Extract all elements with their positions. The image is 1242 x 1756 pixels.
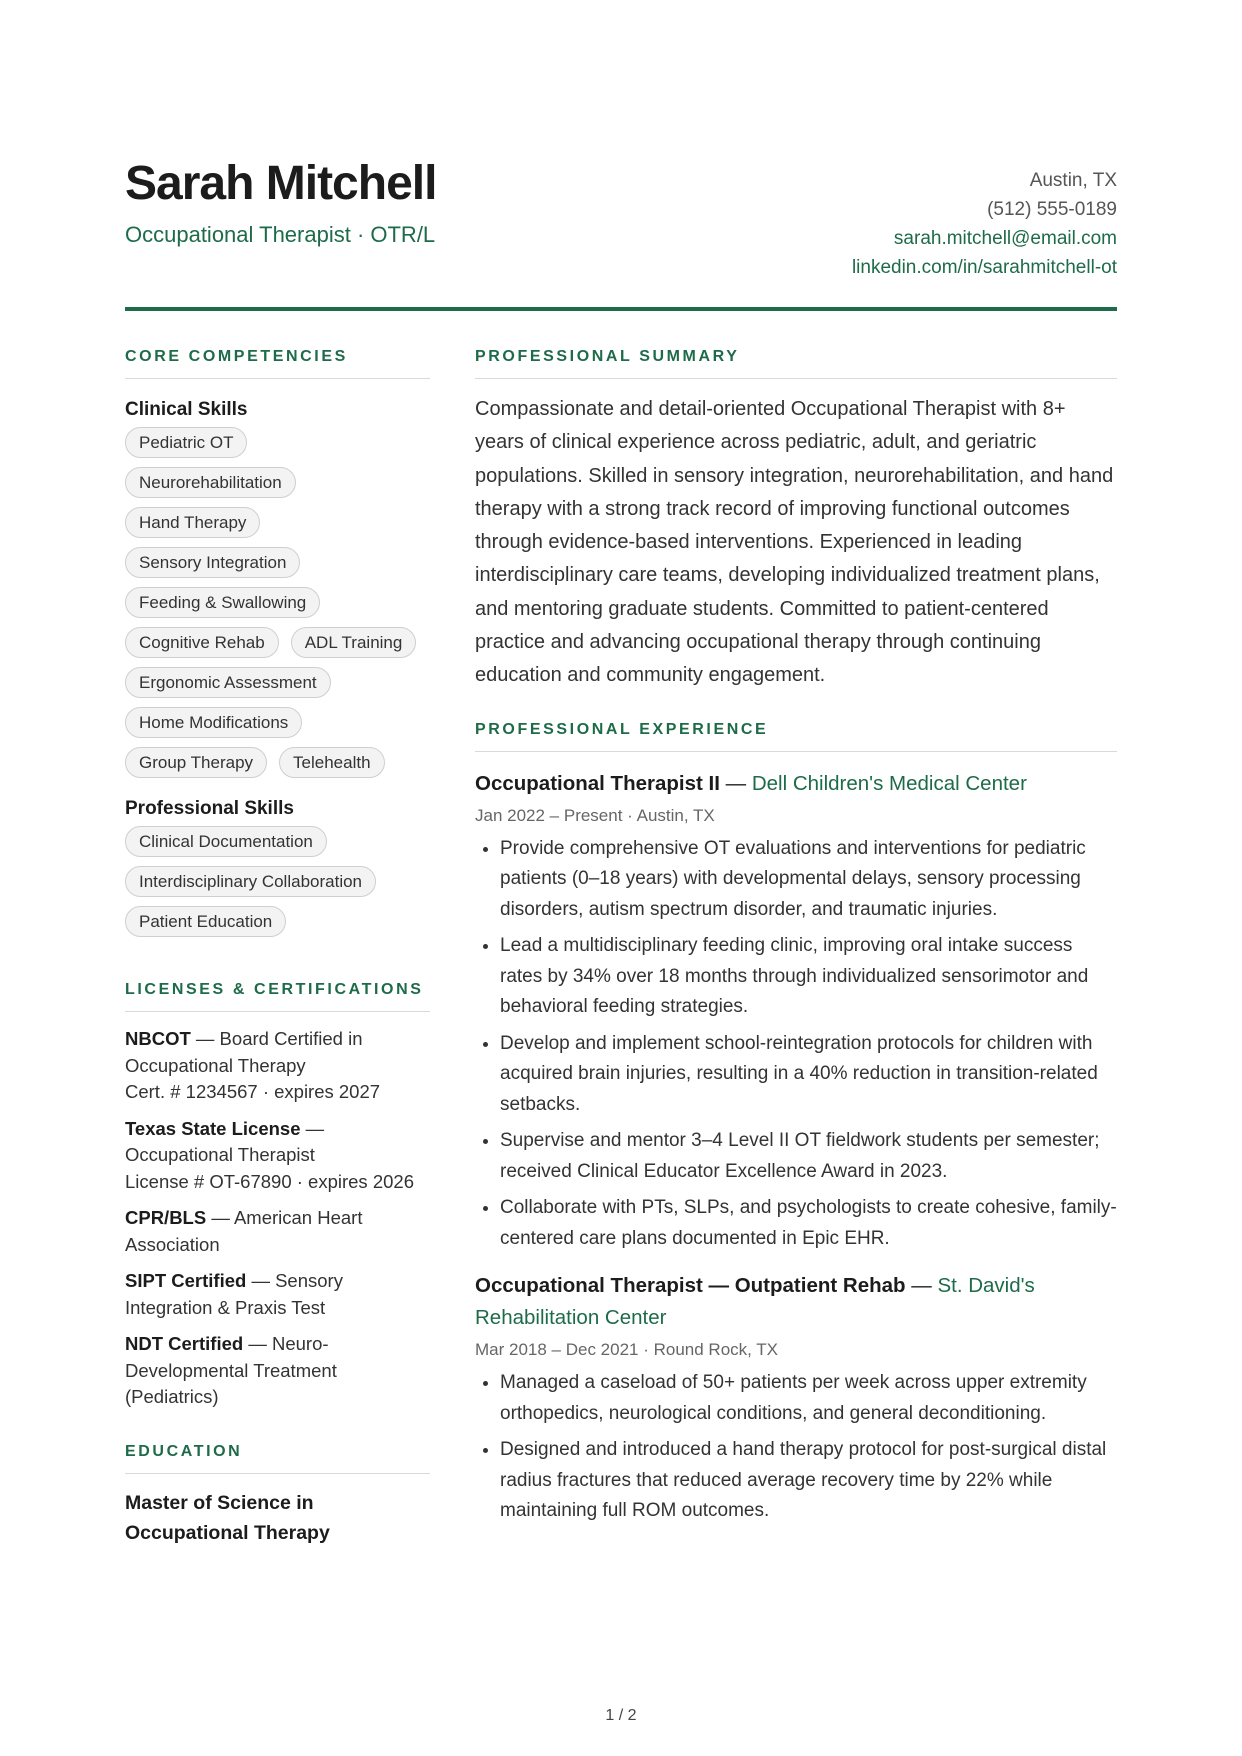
professional-skills-heading: Professional Skills	[125, 798, 294, 819]
contact-linkedin-link[interactable]: linkedin.com/in/sarahmitchell-ot	[851, 257, 1117, 278]
job-title	[475, 1270, 1117, 1334]
job-role: Occupational Therapist — Outpatient Rehab	[475, 1274, 906, 1298]
certification-detail: Cert. # 1234567 · expires 2027	[125, 1081, 381, 1102]
clinical-skills-heading: Clinical Skills	[125, 399, 248, 420]
certifications-list	[125, 1026, 430, 1411]
skill-tag: Cognitive Rehab	[125, 627, 279, 658]
professional-skills-list	[125, 826, 425, 937]
job-title	[475, 768, 1117, 800]
job-bullets	[475, 1368, 1117, 1527]
certification-name: NDT Certified	[125, 1333, 244, 1354]
job-bullet: • Designed and introduced a hand therapy protocol for post-surgical distal radius fractures that reduced average recovery time by 22% while maintaining full ROM outcomes.	[500, 1435, 1117, 1527]
left-column	[125, 348, 430, 1548]
certification-item	[125, 1331, 430, 1411]
certification-item	[125, 1205, 430, 1258]
certification-name: CPR/BLS	[125, 1207, 207, 1228]
certification-item	[125, 1116, 430, 1196]
certification-desc: — Board Certified in Occupational Therapy	[125, 1028, 363, 1076]
skill-tag: Sensory Integration	[125, 547, 300, 578]
certifications-heading: LICENSES & CERTIFICATIONS	[125, 981, 430, 1012]
certification-desc: — Occupational Therapist	[125, 1117, 325, 1165]
skill-tag: Feeding & Swallowing	[125, 587, 320, 618]
right-column	[475, 348, 1117, 1533]
job-entry	[475, 1270, 1117, 1527]
skill-tag: Hand Therapy	[125, 507, 260, 538]
clinical-skills-list	[125, 427, 425, 778]
summary-heading: PROFESSIONAL SUMMARY	[475, 348, 1117, 379]
education-heading: EDUCATION	[125, 1443, 430, 1474]
summary-text: Compassionate and detail-oriented Occupational Therapist with 8+ years of clinical experience across pediatric, adult, and geriatric populations. Skilled in sensory integration, neurorehabilitation, and hand therapy with a strong track record of improving functional outcomes through evidence-based interventions. Experienced in leading interdisciplinary care teams, developing individualized treatment plans, and mentoring graduate students. Committed to patient-centered practice and advancing occupational therapy through continuing education and community engagement.	[475, 398, 1114, 687]
job-role: Occupational Therapist II	[475, 771, 720, 795]
candidate-title: Occupational Therapist · OTR/L	[125, 222, 436, 247]
experience-list	[475, 768, 1117, 1527]
skill-tag: Home Modifications	[125, 707, 302, 738]
certification-name: Texas State License	[125, 1117, 301, 1139]
job-bullet: • Supervise and mentor 3–4 Level II OT fieldwork students per semester; received Clinical Educator Excellence Award in 2023.	[500, 1126, 1117, 1187]
contact-location: Austin, TX	[1029, 170, 1117, 191]
page-number: 1 / 2	[605, 1707, 637, 1724]
job-dates-location: Jan 2022 – Present · Austin, TX	[475, 805, 715, 825]
contact-block	[852, 166, 1117, 282]
job-bullet: • Collaborate with PTs, SLPs, and psychologists to create cohesive, family-centered care plans documented in Epic EHR.	[500, 1193, 1117, 1254]
skill-tag: Telehealth	[279, 747, 385, 778]
job-bullet: • Lead a multidisciplinary feeding clinic, improving oral intake success rates by 34% over 18 months through individualized sensorimotor and behavioral feeding strategies.	[500, 931, 1117, 1023]
certification-name: SIPT Certified	[125, 1270, 247, 1291]
job-bullet: • Managed a caseload of 50+ patients per week across upper extremity orthopedics, neurological conditions, and general deconditioning.	[500, 1368, 1117, 1429]
experience-heading: PROFESSIONAL EXPERIENCE	[475, 721, 1117, 752]
skill-tag: ADL Training	[291, 627, 417, 658]
certification-item	[125, 1268, 430, 1321]
job-bullet: • Develop and implement school-reintegration protocols for children with acquired brain injuries, resulting in a 40% reduction in transition-related setbacks.	[500, 1029, 1117, 1121]
candidate-name: Sarah Mitchell	[125, 157, 437, 210]
header-divider	[125, 307, 1117, 311]
job-bullet: • Provide comprehensive OT evaluations and interventions for pediatric patients (0–18 years) with developmental delays, sensory processing disorders, autism spectrum disorder, and traumatic injuries.	[500, 834, 1117, 926]
certification-desc: — Neuro-Developmental Treatment (Pediatrics)	[125, 1333, 337, 1407]
job-separator: —	[719, 771, 752, 795]
skill-tag: Ergonomic Assessment	[125, 667, 331, 698]
skill-tag: Patient Education	[125, 906, 286, 937]
job-bullets	[475, 834, 1117, 1255]
competencies-heading: CORE COMPETENCIES	[125, 348, 430, 379]
skill-tag: Clinical Documentation	[125, 826, 327, 857]
certification-item	[125, 1026, 430, 1106]
skill-tag: Pediatric OT	[125, 427, 247, 458]
certification-name: NBCOT	[125, 1028, 191, 1049]
skill-tag: Interdisciplinary Collaboration	[125, 866, 376, 897]
resume-page	[125, 140, 1117, 1544]
skill-tag: Neurorehabilitation	[125, 467, 296, 498]
job-separator: —	[905, 1274, 938, 1298]
certification-desc: — American Heart Association	[125, 1207, 363, 1255]
job-entry	[475, 768, 1117, 1255]
education-degree: Master of Science in Occupational Therapy	[125, 1491, 330, 1544]
skill-tag: Group Therapy	[125, 747, 267, 778]
job-organization: St. David's Rehabilitation Center	[475, 1274, 1035, 1330]
resume-header	[125, 140, 1117, 310]
contact-email-link[interactable]: sarah.mitchell@email.com	[893, 228, 1117, 249]
job-organization: Dell Children's Medical Center	[751, 771, 1027, 795]
contact-phone: (512) 555-0189	[987, 199, 1117, 220]
certification-detail: License # OT-67890 · expires 2026	[125, 1170, 414, 1192]
job-dates-location: Mar 2018 – Dec 2021 · Round Rock, TX	[475, 1340, 779, 1360]
certification-desc: — Sensory Integration & Praxis Test	[125, 1270, 343, 1318]
